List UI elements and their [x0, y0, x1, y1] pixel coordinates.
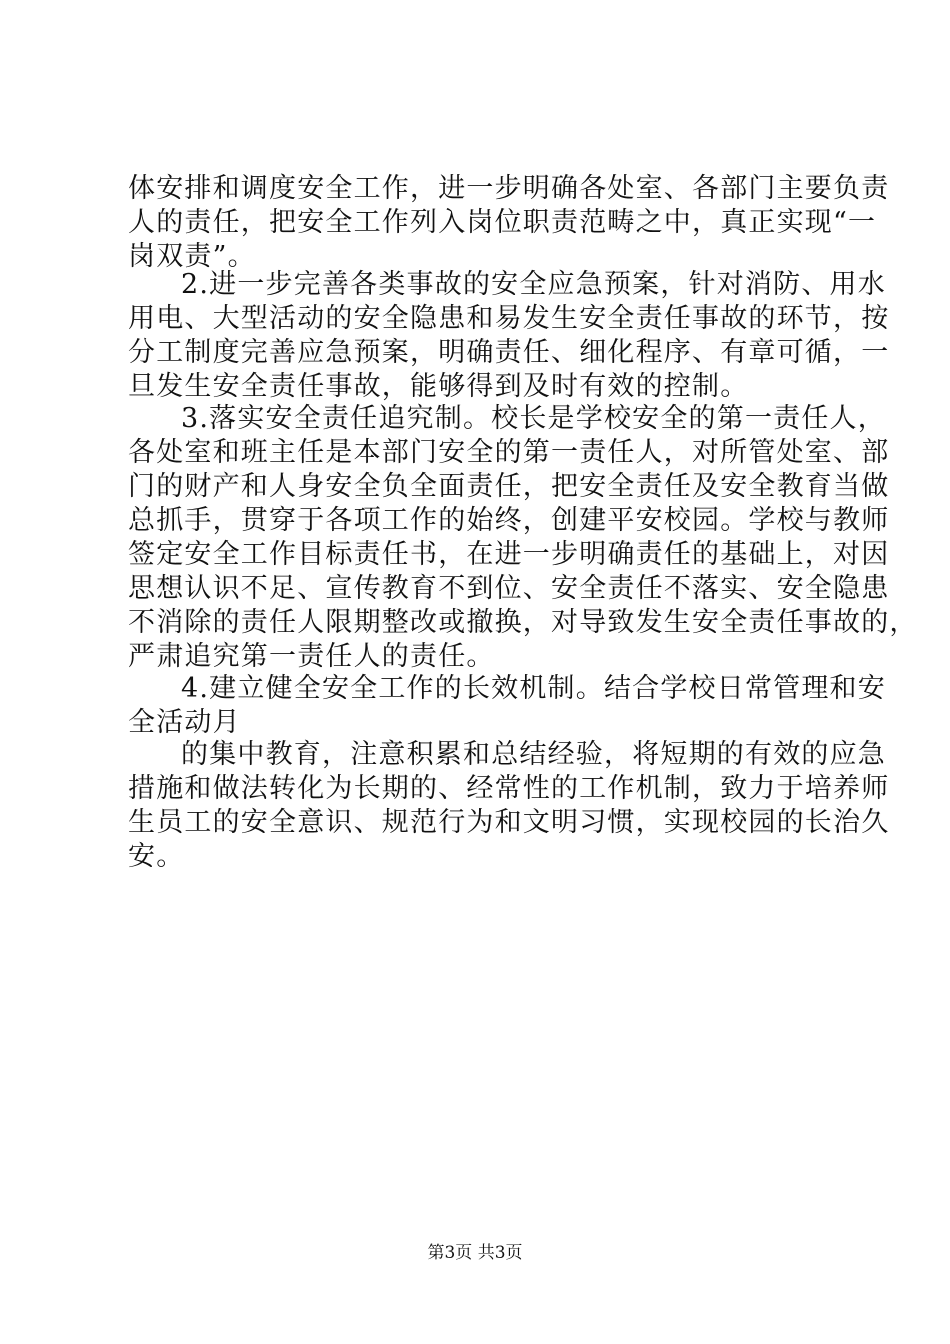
text-line: 生员工的安全意识、规范行为和文明习惯，实现校园的长治久 — [128, 807, 890, 838]
text-line: 旦发生安全责任事故，能够得到及时有效的控制。 — [128, 371, 749, 402]
text-line: 签定安全工作目标责任书，在进一步明确责任的基础上，对因 — [128, 539, 890, 570]
paragraph-start-line: 4.建立健全安全工作的长效机制。结合学校日常管理和安 — [181, 673, 886, 704]
text-line: 安。 — [128, 841, 185, 872]
text-line: 严肃追究第一责任人的责任。 — [128, 641, 495, 672]
page-footer: 第3页 共3页 — [427, 1243, 523, 1263]
paragraph-start-line: 的集中教育，注意积累和总结经验，将短期的有效的应急 — [181, 739, 886, 770]
paragraph-start-line: 3.落实安全责任追究制。校长是学校安全的第一责任人， — [181, 403, 886, 434]
text-line: 思想认识不足、宣传教育不到位、安全责任不落实、安全隐患 — [128, 573, 890, 604]
text-line: 总抓手，贯穿于各项工作的始终，创建平安校园。学校与教师 — [128, 505, 890, 536]
text-line: 人的责任，把安全工作列入岗位职责范畴之中，真正实现“一 — [128, 207, 877, 238]
text-line: 体安排和调度安全工作，进一步明确各处室、各部门主要负责 — [128, 173, 890, 204]
text-line: 全活动月 — [128, 707, 241, 738]
text-line: 措施和做法转化为长期的、经常性的工作机制，致力于培养师 — [128, 773, 890, 804]
text-line: 分工制度完善应急预案，明确责任、细化程序、有章可循，一 — [128, 337, 890, 368]
text-line: 门的财产和人身安全负全面责任，把安全责任及安全教育当做 — [128, 471, 890, 502]
text-line: 各处室和班主任是本部门安全的第一责任人，对所管处室、部 — [128, 437, 890, 468]
text-line: 用电、大型活动的安全隐患和易发生安全责任事故的环节，按 — [128, 303, 890, 334]
text-line: 不消除的责任人限期整改或撤换，对导致发生安全责任事故的， — [128, 607, 918, 638]
text-line: 岗双责”。 — [128, 241, 256, 272]
paragraph-start-line: 2.进一步完善各类事故的安全应急预案，针对消防、用水 — [181, 269, 886, 300]
